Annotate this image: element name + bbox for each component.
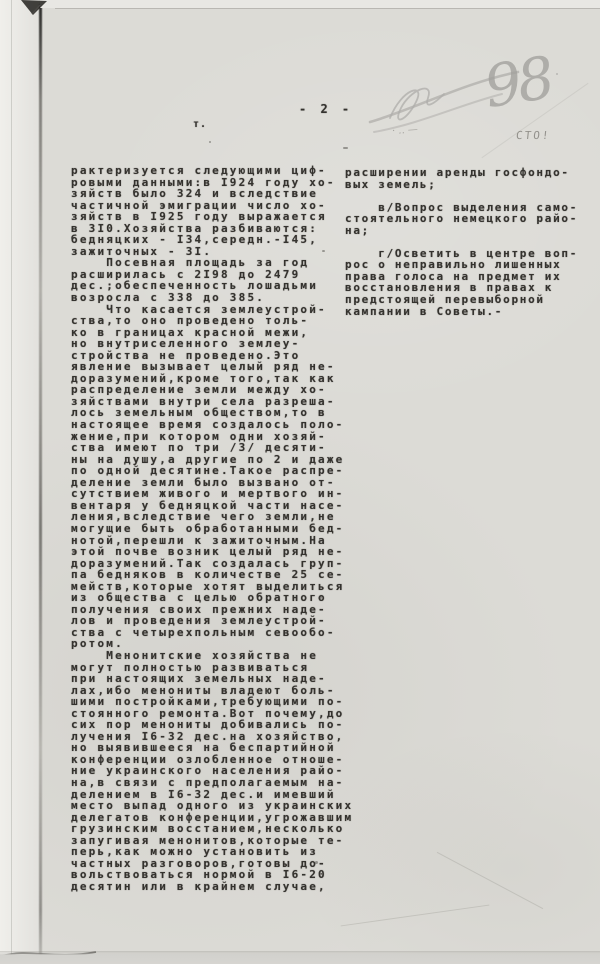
text-line: доразумений,кроме того,так как [71, 371, 336, 385]
corner-fold-mark [18, 0, 52, 20]
text-line: по одной десятине.Такое распре- [71, 464, 345, 478]
text-line: ства,то оно проведено толь- [71, 314, 310, 328]
text-line: лах,ибо менониты владеют боль- [71, 683, 336, 697]
paper-speck [315, 861, 318, 864]
text-line: г/Осветить в центре воп- [345, 246, 579, 260]
text-line [345, 190, 590, 202]
text-line: ротом. [71, 637, 124, 651]
text-line: но внутриселенного землеу- [71, 337, 301, 351]
text-line: возросла с 338 до 385. [71, 291, 266, 305]
text-line: ства имеют по три /3/ десяти- [71, 441, 327, 455]
text-line: но выявившееся на беспартийной [71, 741, 336, 755]
text-line: лов и проведения землеустрой- [71, 614, 327, 628]
text-line: из общества с целью обратного [71, 591, 327, 605]
text-line: стройства не проведено.Это [71, 348, 301, 362]
text-line: кампании в Советы.- [345, 304, 504, 318]
text-line: ства с четырехпольным севообо- [71, 625, 336, 639]
text-line: частичной эмиграции число хо- [71, 198, 327, 212]
text-line: вольствоваться нормой в I6-20 [71, 868, 327, 882]
text-line: шими постройками,требующими по- [71, 695, 345, 709]
text-line: ления,вследствие чего земли,не [71, 510, 336, 524]
text-line: расширилась с 2I98 до 2479 [71, 267, 301, 281]
page-left-margin [0, 0, 39, 964]
text-line: грузинским восстанием,несколько [71, 822, 345, 836]
text-line: распределение земли между хо- [71, 383, 327, 397]
text-line: перь,как можно установить из [71, 845, 319, 859]
page-fold-line [39, 4, 42, 958]
paper-crease [341, 905, 490, 927]
page-bottom-edge [0, 951, 600, 964]
text-line: деление земли было вызвано от- [71, 475, 336, 489]
right-text-column [345, 167, 590, 317]
text-line: рос о неправильно лишенных [345, 258, 562, 272]
paper-speck [322, 250, 325, 252]
text-line: зажиточных - 3I. [71, 244, 213, 258]
text-line: этой почве возник целый ряд не- [71, 545, 345, 559]
text-line: вых земель; [345, 177, 437, 191]
text-line: ны на душу,а другие по 2 и даже [71, 452, 345, 466]
text-line: делегатов конференции,угрожавшим [71, 810, 354, 824]
text-line: стоятельного немецкого райо- [345, 212, 579, 226]
text-line: при настоящих земельных наде- [71, 672, 327, 686]
text-line: Менонитские хозяйства не [71, 648, 319, 662]
text-line: Что касается землеустрой- [71, 302, 327, 316]
text-line: место выпад одного из украинских [71, 799, 354, 813]
text-line: рактеризуется следующими циф- [71, 164, 327, 177]
text-line: могущие быть обработанными бед- [71, 521, 345, 535]
text-line: стоянного ремонта.Вот почему,до [71, 706, 345, 720]
text-line: нотой,перешли к зажиточным.На [71, 533, 327, 547]
text-line: предстоящей перевыборной [345, 293, 545, 307]
paper-edge [11, 0, 12, 964]
text-line: права голоса на предмет их [345, 269, 562, 283]
paper-crease [437, 852, 543, 909]
text-line: Посевная площадь за год [71, 256, 310, 270]
text-line: дес.;обеспеченность лошадьми [71, 279, 319, 293]
text-line: ровыми данными:в I924 году хо- [71, 175, 336, 189]
text-line: делением в I6-32 дес.и имевший [71, 787, 336, 801]
text-line: в/Вопрос выделения само- [345, 200, 579, 214]
text-line: лось земельным обществом,то в [71, 406, 327, 420]
paper-speck [556, 73, 558, 75]
text-line: частных разговоров,готовы до- [71, 856, 327, 870]
bleedthrough-text: СТО! [515, 129, 552, 142]
page-number: - 2 - [299, 102, 353, 116]
page-top-edge [55, 8, 600, 9]
text-line: зяйств было 324 и вследствие [71, 187, 319, 201]
handwritten-number: 98 [479, 43, 556, 122]
text-line: зяйствами внутри села разреша- [71, 394, 336, 408]
page-top-strip [40, 0, 600, 8]
text-line: мейств,которые хотят выделиться [71, 579, 345, 593]
text-line: сих пор менониты добивались по- [71, 718, 345, 732]
text-line: вентаря у бедняцкой части насе- [71, 498, 345, 512]
text-line: восстановления в правах к [345, 281, 554, 295]
text-line: па бедняков в количестве 25 се- [71, 568, 345, 582]
text-line: в 3I0.Хозяйства разбиваются: [71, 221, 319, 235]
paper-speck [319, 596, 322, 599]
text-line: на,в связи с предполагаемым на- [71, 775, 345, 789]
text-line: явление вызывает целый ряд не- [71, 360, 336, 374]
text-line: сутствием живого и мертвого ин- [71, 487, 345, 501]
paper-speck [209, 141, 211, 143]
text-line: жение,при котором одни хозяй- [71, 429, 327, 443]
text-line: доразумений.Так создалась груп- [71, 556, 345, 570]
text-line: могут полностью развиваться [71, 660, 310, 674]
text-line: настоящее время создалось поло- [71, 418, 345, 432]
text-line: лучения I6-32 дес.на хозяйство, [71, 729, 345, 743]
pencil-smudge: ·‥— [391, 124, 422, 137]
handwritten-annotation [368, 42, 568, 142]
text-line: расширении аренды госфондо- [345, 166, 570, 179]
text-line: получения своих прежних наде- [71, 602, 327, 616]
text-line: конференции озлобленное отноше- [71, 752, 345, 766]
text-line: ко в границах красной межи, [71, 325, 310, 339]
text-line: бедняцких - I34,середн.-I45, [71, 233, 319, 247]
text-line: на; [345, 223, 370, 237]
text-line: зяйств в I925 году выражается [71, 210, 327, 224]
text-line: ние украинского населения райо- [71, 764, 345, 778]
paper-speck [343, 147, 348, 149]
left-text-column [71, 165, 363, 892]
text-line: десятин или в крайнем случае, [71, 879, 327, 893]
text-line: запугивая менонитов,которые те- [71, 833, 345, 847]
stray-typed-mark: т. [193, 119, 208, 130]
